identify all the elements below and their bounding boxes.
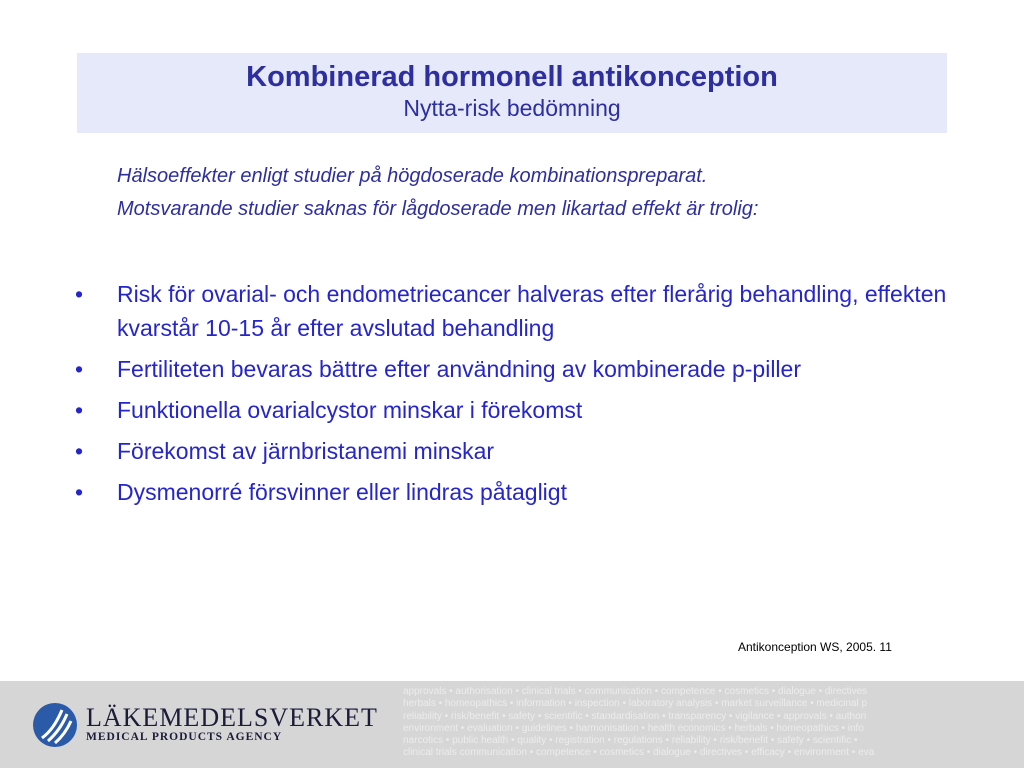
agency-logo-icon [32, 702, 78, 748]
bullet-dot: • [75, 281, 84, 307]
title-banner [77, 53, 947, 133]
bullet-dot: • [75, 397, 84, 423]
bullet-dot: • [75, 356, 84, 382]
bullet-dot: • [75, 479, 84, 505]
keyword-line: narcotics • public health • quality • registration • regulations • reliability • risk/benefit • safety • scientific • [403, 735, 858, 747]
intro-line-2: Motsvarande studier saknas för lågdoserade men likartad effekt är trolig: [117, 198, 759, 220]
keyword-line: herbals • homeopathics • information • inspection • laboratory analysis • market surveillance • medicinal p [403, 698, 867, 710]
bullet-text: Fertiliteten bevaras bättre efter användning av kombinerade p-piller [117, 356, 801, 382]
bullet-item [75, 277, 965, 345]
bullet-list [75, 277, 965, 516]
footer-keywords [403, 686, 1024, 766]
intro-line-1: Hälsoeffekter enligt studier på högdoserade kombinationspreparat. [117, 165, 708, 187]
slide-title: Kombinerad hormonell antikonception [246, 61, 778, 93]
intro-text [117, 160, 987, 226]
keyword-line: reliability • risk/benefit • safety • scientific • standardisation • transparency • vigilance • approvals • authori [403, 710, 867, 722]
bullet-text: Dysmenorré försvinner eller lindras påtagligt [117, 479, 567, 505]
bullet-text: Funktionella ovarialcystor minskar i förekomst [117, 397, 583, 423]
bullet-text: Risk för ovarial- och endometriecancer halveras efter flerårig behandling, effekten kvarstår 10-15 år efter avslutad behandling [117, 281, 947, 341]
keyword-line: approvals • authorisation • clinical trials • communication • competence • cosmetics • dialogue • directives [403, 686, 868, 697]
bullet-item [75, 352, 965, 386]
bullet-dot: • [75, 438, 84, 464]
agency-logo-name: LÄKEMEDELSVERKET [86, 703, 378, 732]
bullet-text: Förekomst av järnbristanemi minskar [117, 438, 495, 464]
agency-logo-subtitle: MEDICAL PRODUCTS AGENCY [86, 731, 283, 743]
bullet-item [75, 434, 965, 468]
slide-subtitle: Nytta-risk bedömning [403, 95, 621, 121]
source-reference: Antikonception WS, 2005. 11 [738, 640, 892, 654]
bullet-item [75, 393, 965, 427]
keyword-line: environment • evaluation • guidelines • harmonisation • health economics • herbals • homeopathics • info [403, 722, 864, 734]
bullet-item [75, 475, 965, 509]
keyword-line: clinical trials communication • competence • cosmetics • dialogue • directives • efficacy • environment • eva [403, 747, 875, 759]
